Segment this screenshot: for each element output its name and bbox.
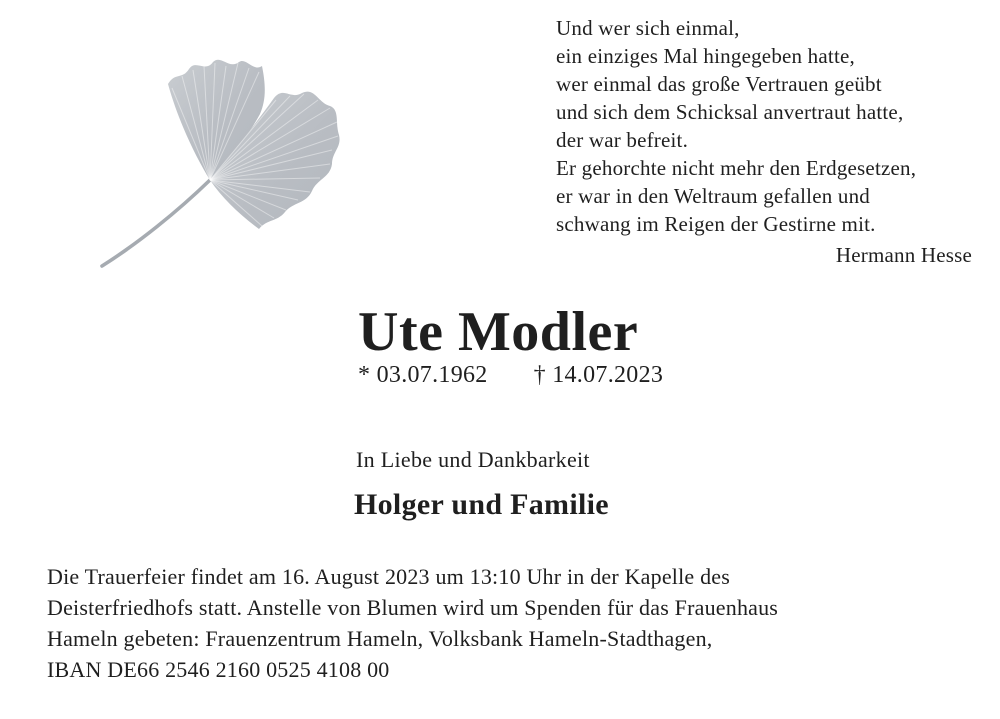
deceased-name: Ute Modler [358,301,639,363]
poem-line: Und wer sich einmal, [556,16,740,40]
announcement-line: Die Trauerfeier findet am 16. August 2023 um 13:10 Uhr in der Kapelle des [47,564,731,589]
announcement-line: Hameln gebeten: Frauenzentrum Hameln, Volksbank Hameln-Stadthagen, [47,626,713,651]
death-date: † 14.07.2023 [533,362,664,388]
closing-phrase: In Liebe und Dankbarkeit [356,447,590,472]
poem-line: schwang im Reigen der Gestirne mit. [556,212,876,236]
poem-block [556,14,972,269]
poem-line: wer einmal das große Vertrauen geübt [556,72,882,96]
ginkgo-leaf-icon [92,48,344,276]
announcement-line: IBAN DE66 2546 2160 0525 4108 00 [47,657,390,682]
life-dates [358,362,663,389]
poem-attribution: Hermann Hesse [835,243,972,267]
poem-line: Er gehorchte nicht mehr den Erdgesetzen, [556,156,917,180]
poem-line: er war in den Weltraum gefallen und [556,184,870,208]
funeral-announcement [47,561,947,685]
announcement-line: Deisterfriedhofs statt. Anstelle von Blumen wird um Spenden für das Frauenhaus [47,595,779,620]
poem-line: der war befreit. [556,128,689,152]
mourners-names: Holger und Familie [354,488,609,521]
poem-line: und sich dem Schicksal anvertraut hatte, [556,100,904,124]
poem-line: ein einziges Mal hingegeben hatte, [556,44,855,68]
birth-date: * 03.07.1962 [358,362,488,388]
